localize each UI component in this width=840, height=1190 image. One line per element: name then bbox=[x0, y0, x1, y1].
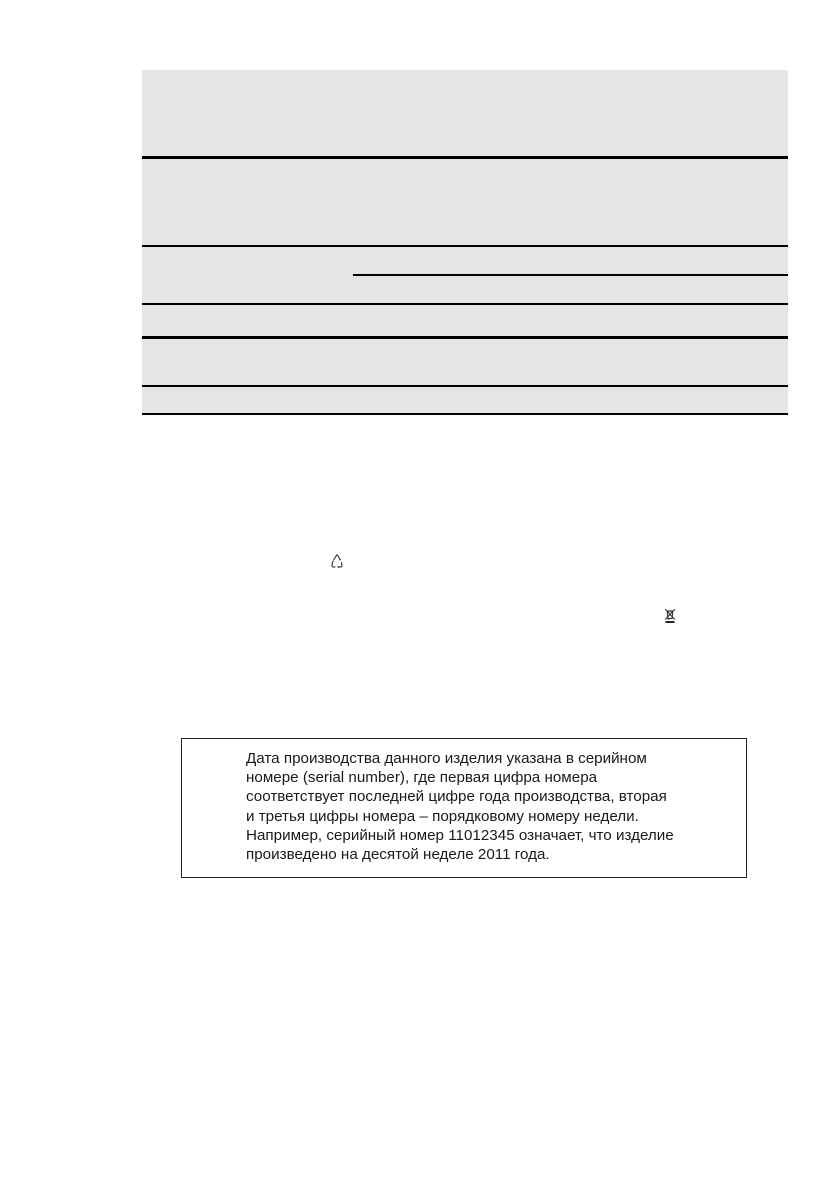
notice-line: номере (serial number), где первая цифра номера bbox=[246, 769, 598, 787]
recycle-icon bbox=[331, 553, 343, 569]
notice-line: Дата производства данного изделия указана в серийном bbox=[246, 750, 647, 767]
table-bottom-border bbox=[142, 413, 788, 415]
notice-line: и третья цифры номера – порядковому номеру недели. bbox=[246, 807, 639, 825]
table-divider-3 bbox=[142, 303, 788, 305]
crossed-out-bin-icon bbox=[664, 608, 676, 624]
table-divider-1 bbox=[142, 156, 788, 159]
table-subrow-divider bbox=[353, 274, 788, 276]
specification-table bbox=[142, 70, 788, 415]
table-divider-2 bbox=[142, 245, 788, 247]
notice-line: Например, серийный номер 11012345 означает, что изделие bbox=[246, 826, 674, 844]
notice-text bbox=[246, 749, 746, 864]
notice-line: соответствует последней цифре года производства, вторая bbox=[246, 788, 667, 806]
production-date-notice bbox=[181, 738, 747, 878]
notice-line: произведено на десятой неделе 2011 года. bbox=[246, 846, 550, 864]
table-divider-5 bbox=[142, 385, 788, 387]
table-divider-4 bbox=[142, 336, 788, 339]
